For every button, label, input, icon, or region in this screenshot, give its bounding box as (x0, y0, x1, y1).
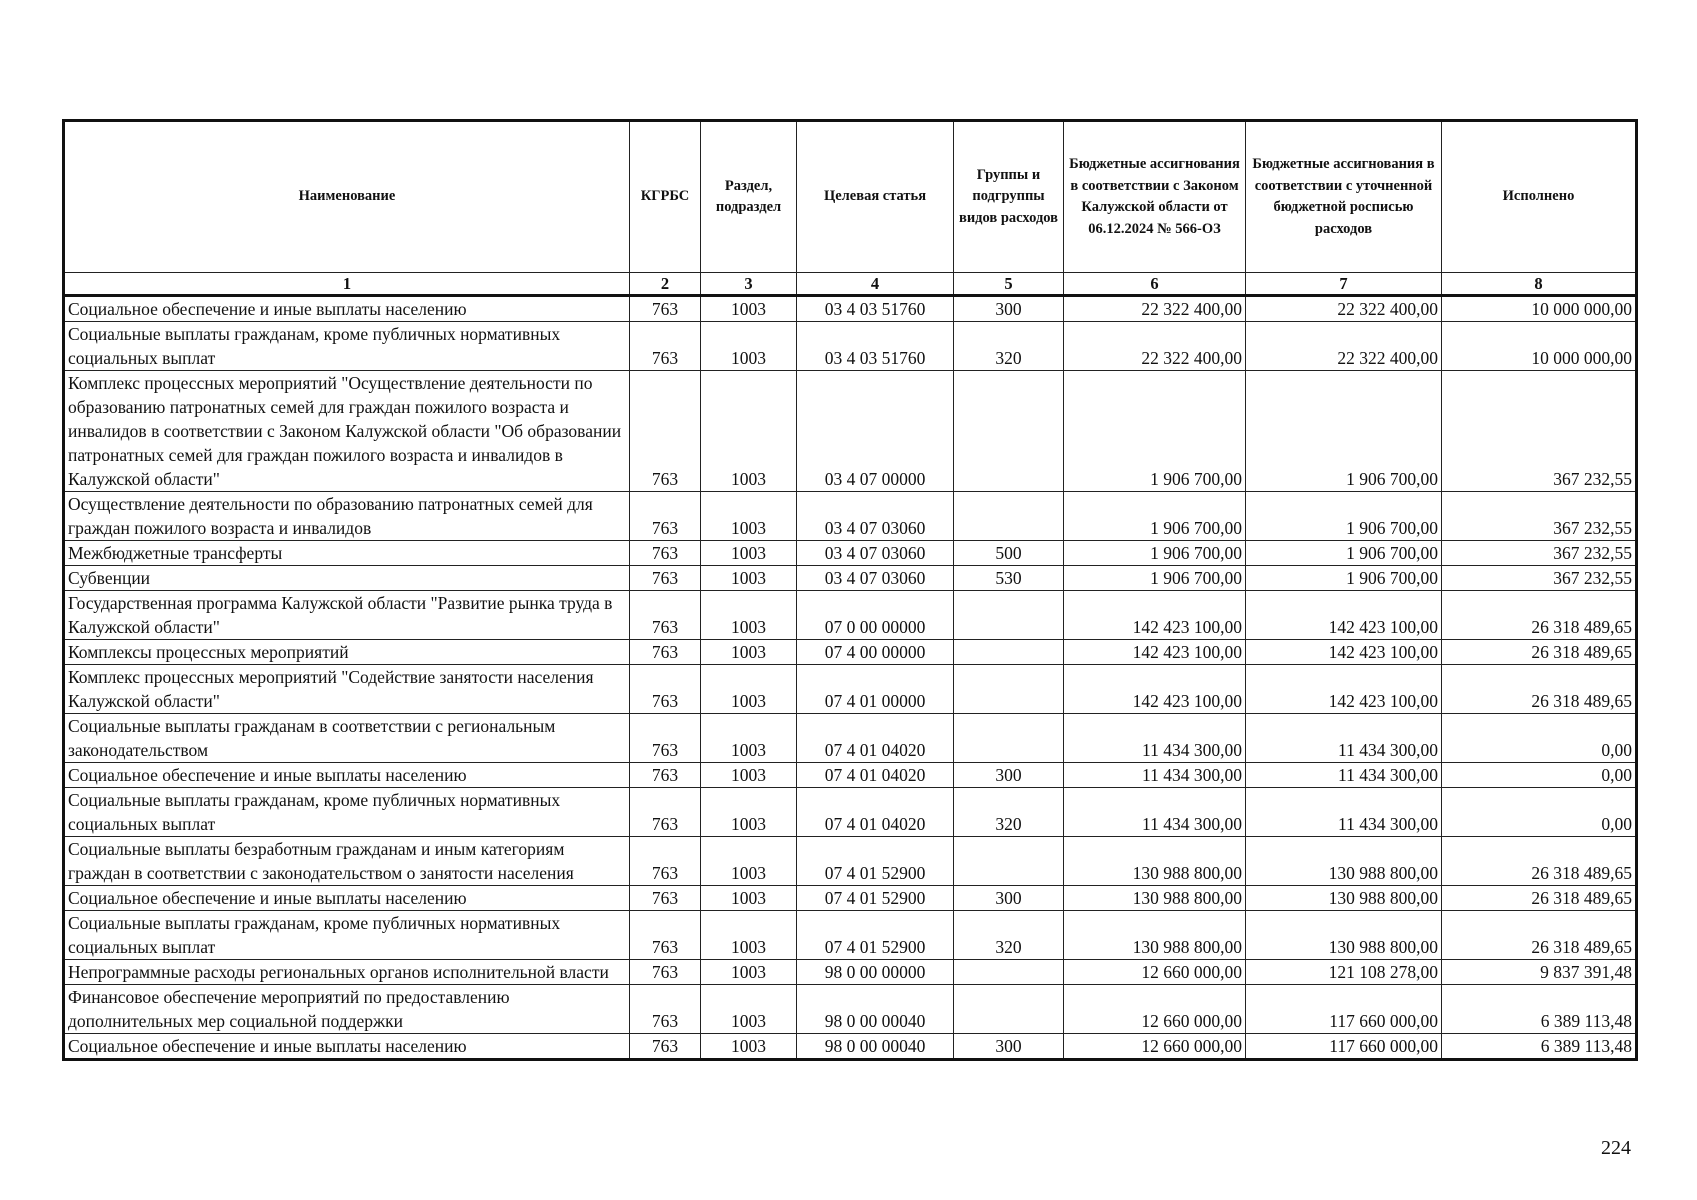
table-row (64, 640, 1637, 665)
kgrbs-cell: 763 (630, 665, 701, 714)
kgrbs-cell: 763 (630, 541, 701, 566)
header-name: Наименование (64, 121, 630, 273)
table-row (64, 985, 1637, 1034)
expense-group-cell: 530 (954, 566, 1064, 591)
column-number: 7 (1246, 273, 1442, 296)
refined-allocation-cell: 142 423 100,00 (1246, 640, 1442, 665)
executed-cell: 367 232,55 (1442, 492, 1637, 541)
section-cell: 1003 (701, 640, 797, 665)
target-article-cell: 03 4 03 51760 (797, 296, 954, 322)
row-name-cell: Социальные выплаты гражданам в соответствии с региональным законодательством (64, 714, 630, 763)
section-cell: 1003 (701, 296, 797, 322)
target-article-cell: 07 4 01 04020 (797, 763, 954, 788)
executed-cell: 26 318 489,65 (1442, 591, 1637, 640)
table-row (64, 763, 1637, 788)
executed-cell: 9 837 391,48 (1442, 960, 1637, 985)
budget-table (62, 119, 1638, 1061)
executed-cell: 6 389 113,48 (1442, 985, 1637, 1034)
column-number: 5 (954, 273, 1064, 296)
expense-group-cell: 300 (954, 1034, 1064, 1060)
target-article-cell: 07 4 01 04020 (797, 788, 954, 837)
table-row (64, 665, 1637, 714)
row-name-cell: Социальное обеспечение и иные выплаты населению (64, 763, 630, 788)
law-allocation-cell: 142 423 100,00 (1064, 640, 1246, 665)
expense-group-cell (954, 492, 1064, 541)
law-allocation-cell: 11 434 300,00 (1064, 714, 1246, 763)
executed-cell: 367 232,55 (1442, 566, 1637, 591)
refined-allocation-cell: 1 906 700,00 (1246, 371, 1442, 492)
kgrbs-cell: 763 (630, 763, 701, 788)
expense-group-cell: 320 (954, 322, 1064, 371)
column-number: 4 (797, 273, 954, 296)
table-row (64, 591, 1637, 640)
law-allocation-cell: 12 660 000,00 (1064, 1034, 1246, 1060)
header-target: Целевая статья (797, 121, 954, 273)
table-row (64, 960, 1637, 985)
executed-cell: 10 000 000,00 (1442, 322, 1637, 371)
executed-cell: 0,00 (1442, 788, 1637, 837)
refined-allocation-cell: 22 322 400,00 (1246, 296, 1442, 322)
row-name-cell: Социальные выплаты гражданам, кроме публичных нормативных социальных выплат (64, 322, 630, 371)
executed-cell: 26 318 489,65 (1442, 837, 1637, 886)
section-cell: 1003 (701, 911, 797, 960)
kgrbs-cell: 763 (630, 911, 701, 960)
executed-cell: 0,00 (1442, 763, 1637, 788)
target-article-cell: 03 4 07 00000 (797, 371, 954, 492)
column-number: 1 (64, 273, 630, 296)
expense-group-cell (954, 591, 1064, 640)
row-name-cell: Социальные выплаты гражданам, кроме публичных нормативных социальных выплат (64, 788, 630, 837)
header-kgrbs: КГРБС (630, 121, 701, 273)
expense-group-cell: 320 (954, 788, 1064, 837)
section-cell: 1003 (701, 788, 797, 837)
law-allocation-cell: 130 988 800,00 (1064, 886, 1246, 911)
section-cell: 1003 (701, 566, 797, 591)
kgrbs-cell: 763 (630, 788, 701, 837)
expense-group-cell (954, 640, 1064, 665)
row-name-cell: Комплекс процессных мероприятий "Содействие занятости населения Калужской области" (64, 665, 630, 714)
executed-cell: 26 318 489,65 (1442, 911, 1637, 960)
row-name-cell: Социальное обеспечение и иные выплаты населению (64, 886, 630, 911)
section-cell: 1003 (701, 591, 797, 640)
page-number: 224 (1601, 1137, 1631, 1159)
executed-cell: 367 232,55 (1442, 541, 1637, 566)
executed-cell: 10 000 000,00 (1442, 296, 1637, 322)
refined-allocation-cell: 117 660 000,00 (1246, 1034, 1442, 1060)
header-row (64, 121, 1637, 273)
refined-allocation-cell: 117 660 000,00 (1246, 985, 1442, 1034)
column-number: 2 (630, 273, 701, 296)
law-allocation-cell: 22 322 400,00 (1064, 296, 1246, 322)
table-row (64, 714, 1637, 763)
law-allocation-cell: 1 906 700,00 (1064, 492, 1246, 541)
refined-allocation-cell: 11 434 300,00 (1246, 788, 1442, 837)
target-article-cell: 07 4 01 00000 (797, 665, 954, 714)
table-row (64, 837, 1637, 886)
section-cell: 1003 (701, 714, 797, 763)
law-allocation-cell: 130 988 800,00 (1064, 837, 1246, 886)
executed-cell: 6 389 113,48 (1442, 1034, 1637, 1060)
refined-allocation-cell: 142 423 100,00 (1246, 665, 1442, 714)
column-number-row (64, 273, 1637, 296)
target-article-cell: 98 0 00 00000 (797, 960, 954, 985)
table-row (64, 911, 1637, 960)
table-row (64, 371, 1637, 492)
table-row (64, 886, 1637, 911)
expense-group-cell (954, 960, 1064, 985)
row-name-cell: Государственная программа Калужской области "Развитие рынка труда в Калужской области" (64, 591, 630, 640)
refined-allocation-cell: 121 108 278,00 (1246, 960, 1442, 985)
target-article-cell: 98 0 00 00040 (797, 985, 954, 1034)
kgrbs-cell: 763 (630, 296, 701, 322)
law-allocation-cell: 142 423 100,00 (1064, 665, 1246, 714)
section-cell: 1003 (701, 837, 797, 886)
expense-group-cell: 300 (954, 886, 1064, 911)
section-cell: 1003 (701, 322, 797, 371)
kgrbs-cell: 763 (630, 960, 701, 985)
target-article-cell: 07 0 00 00000 (797, 591, 954, 640)
refined-allocation-cell: 22 322 400,00 (1246, 322, 1442, 371)
kgrbs-cell: 763 (630, 985, 701, 1034)
table-row (64, 1034, 1637, 1060)
table-row (64, 566, 1637, 591)
refined-allocation-cell: 1 906 700,00 (1246, 541, 1442, 566)
table-body (64, 296, 1637, 1060)
law-allocation-cell: 11 434 300,00 (1064, 763, 1246, 788)
refined-allocation-cell: 1 906 700,00 (1246, 492, 1442, 541)
kgrbs-cell: 763 (630, 492, 701, 541)
expense-group-cell: 500 (954, 541, 1064, 566)
row-name-cell: Осуществление деятельности по образованию патронатных семей для граждан пожилого возраста и инвалидов (64, 492, 630, 541)
target-article-cell: 07 4 00 00000 (797, 640, 954, 665)
table-row (64, 788, 1637, 837)
law-allocation-cell: 22 322 400,00 (1064, 322, 1246, 371)
law-allocation-cell: 1 906 700,00 (1064, 541, 1246, 566)
row-name-cell: Субвенции (64, 566, 630, 591)
expense-group-cell (954, 714, 1064, 763)
law-allocation-cell: 11 434 300,00 (1064, 788, 1246, 837)
table-row (64, 541, 1637, 566)
expense-group-cell (954, 665, 1064, 714)
table-row (64, 296, 1637, 322)
kgrbs-cell: 763 (630, 886, 701, 911)
row-name-cell: Социальное обеспечение и иные выплаты населению (64, 1034, 630, 1060)
law-allocation-cell: 1 906 700,00 (1064, 566, 1246, 591)
refined-allocation-cell: 130 988 800,00 (1246, 911, 1442, 960)
header-section: Раздел, подраздел (701, 121, 797, 273)
kgrbs-cell: 763 (630, 322, 701, 371)
expense-group-cell (954, 985, 1064, 1034)
law-allocation-cell: 12 660 000,00 (1064, 985, 1246, 1034)
section-cell: 1003 (701, 886, 797, 911)
row-name-cell: Социальное обеспечение и иные выплаты населению (64, 296, 630, 322)
target-article-cell: 03 4 07 03060 (797, 492, 954, 541)
refined-allocation-cell: 11 434 300,00 (1246, 714, 1442, 763)
target-article-cell: 07 4 01 52900 (797, 911, 954, 960)
refined-allocation-cell: 1 906 700,00 (1246, 566, 1442, 591)
kgrbs-cell: 763 (630, 714, 701, 763)
executed-cell: 0,00 (1442, 714, 1637, 763)
kgrbs-cell: 763 (630, 371, 701, 492)
law-allocation-cell: 130 988 800,00 (1064, 911, 1246, 960)
law-allocation-cell: 12 660 000,00 (1064, 960, 1246, 985)
law-allocation-cell: 1 906 700,00 (1064, 371, 1246, 492)
kgrbs-cell: 763 (630, 591, 701, 640)
header-refined: Бюджетные ассигнования в соответствии с уточненной бюджетной росписью расходов (1246, 121, 1442, 273)
row-name-cell: Социальные выплаты гражданам, кроме публичных нормативных социальных выплат (64, 911, 630, 960)
expense-group-cell: 300 (954, 296, 1064, 322)
column-number: 6 (1064, 273, 1246, 296)
section-cell: 1003 (701, 1034, 797, 1060)
header-executed: Исполнено (1442, 121, 1637, 273)
expense-group-cell (954, 837, 1064, 886)
target-article-cell: 03 4 07 03060 (797, 541, 954, 566)
target-article-cell: 03 4 03 51760 (797, 322, 954, 371)
section-cell: 1003 (701, 665, 797, 714)
row-name-cell: Социальные выплаты безработным гражданам и иным категориям граждан в соответствии с законодательством о занятости населения (64, 837, 630, 886)
row-name-cell: Комплексы процессных мероприятий (64, 640, 630, 665)
section-cell: 1003 (701, 541, 797, 566)
table-row (64, 322, 1637, 371)
law-allocation-cell: 142 423 100,00 (1064, 591, 1246, 640)
section-cell: 1003 (701, 985, 797, 1034)
target-article-cell: 07 4 01 04020 (797, 714, 954, 763)
expense-group-cell: 300 (954, 763, 1064, 788)
target-article-cell: 07 4 01 52900 (797, 886, 954, 911)
column-number: 3 (701, 273, 797, 296)
row-name-cell: Комплекс процессных мероприятий "Осуществление деятельности по образованию патронатных семей для граждан пожилого возраста и инвалидов в соответствии с Законом Калужской области "Об образовании патронатных семей для граждан пожилого возраста и инвалидов в Калужской области" (64, 371, 630, 492)
executed-cell: 26 318 489,65 (1442, 640, 1637, 665)
expense-group-cell (954, 371, 1064, 492)
kgrbs-cell: 763 (630, 1034, 701, 1060)
column-number: 8 (1442, 273, 1637, 296)
refined-allocation-cell: 11 434 300,00 (1246, 763, 1442, 788)
refined-allocation-cell: 142 423 100,00 (1246, 591, 1442, 640)
refined-allocation-cell: 130 988 800,00 (1246, 837, 1442, 886)
kgrbs-cell: 763 (630, 837, 701, 886)
target-article-cell: 98 0 00 00040 (797, 1034, 954, 1060)
expense-group-cell: 320 (954, 911, 1064, 960)
target-article-cell: 07 4 01 52900 (797, 837, 954, 886)
header-law: Бюджетные ассигнования в соответствии с Законом Калужской области от 06.12.2024 № 566-ОЗ (1064, 121, 1246, 273)
section-cell: 1003 (701, 492, 797, 541)
executed-cell: 26 318 489,65 (1442, 665, 1637, 714)
executed-cell: 26 318 489,65 (1442, 886, 1637, 911)
table-row (64, 492, 1637, 541)
kgrbs-cell: 763 (630, 566, 701, 591)
row-name-cell: Непрограммные расходы региональных органов исполнительной власти (64, 960, 630, 985)
row-name-cell: Финансовое обеспечение мероприятий по предоставлению дополнительных мер социальной поддержки (64, 985, 630, 1034)
section-cell: 1003 (701, 960, 797, 985)
row-name-cell: Межбюджетные трансферты (64, 541, 630, 566)
refined-allocation-cell: 130 988 800,00 (1246, 886, 1442, 911)
section-cell: 1003 (701, 371, 797, 492)
executed-cell: 367 232,55 (1442, 371, 1637, 492)
kgrbs-cell: 763 (630, 640, 701, 665)
section-cell: 1003 (701, 763, 797, 788)
target-article-cell: 03 4 07 03060 (797, 566, 954, 591)
header-groups: Группы и подгруппы видов расходов (954, 121, 1064, 273)
